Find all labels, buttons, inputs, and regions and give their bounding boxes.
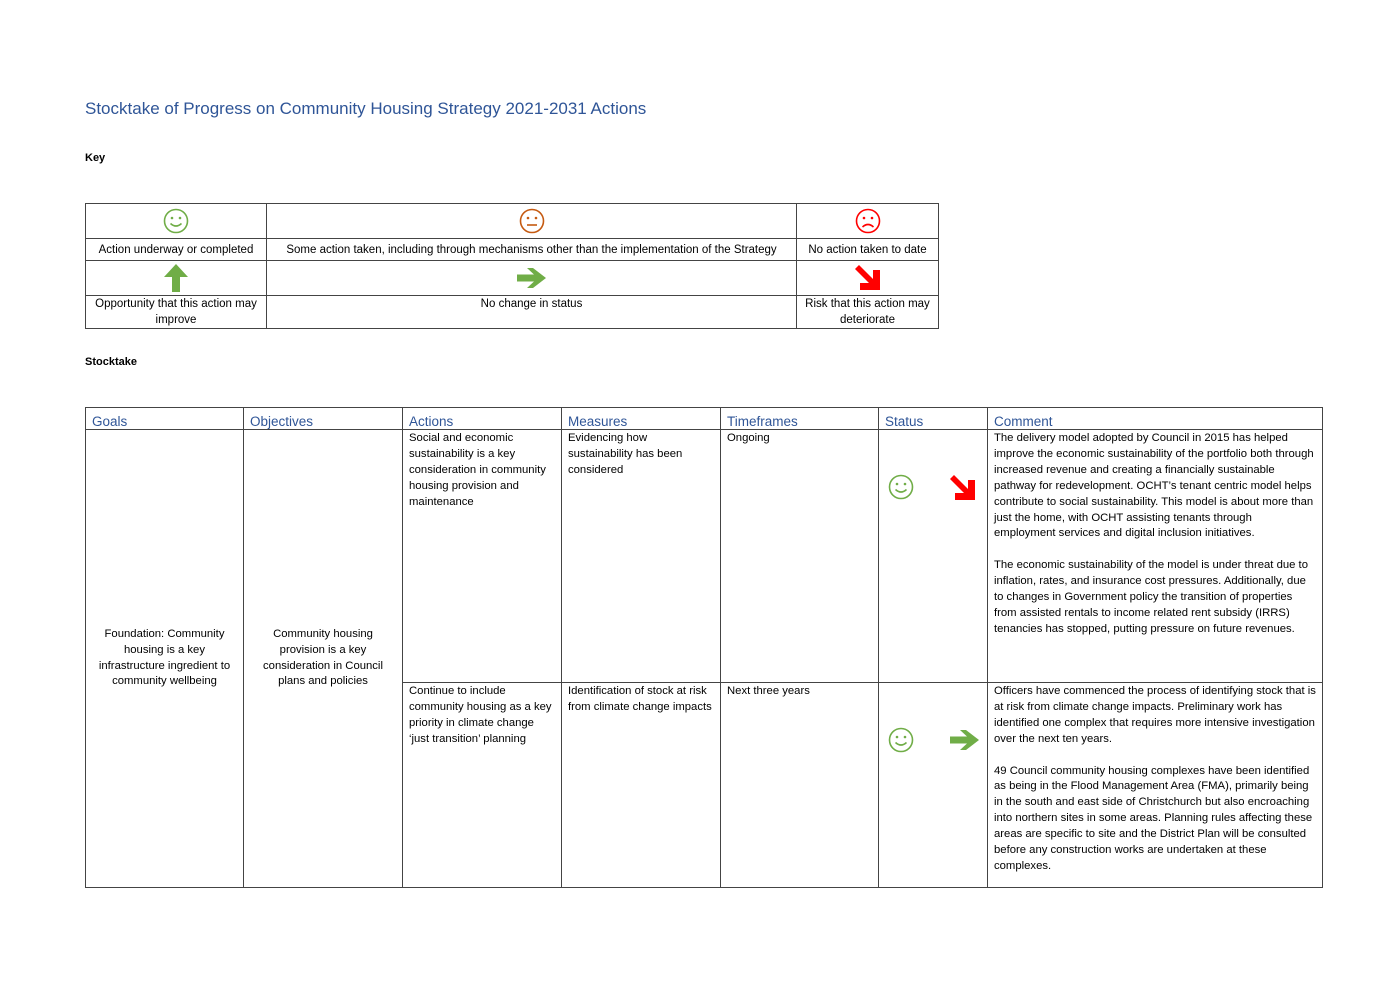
objective-cell: Community housing provision is a key consideration in Council plans and policies: [244, 430, 403, 888]
key-cell-some-action: [267, 204, 797, 239]
key-cell-improve: [86, 261, 267, 296]
status-cell: [879, 683, 988, 888]
smiley-happy-icon: [888, 474, 914, 500]
goal-cell: Foundation: Community housing is a key infrastructure ingredient to community wellbeing: [86, 430, 244, 888]
smiley-happy-icon: [163, 208, 189, 234]
key-label-underway: Action underway or completed: [86, 239, 267, 261]
header-comment: Comment: [988, 408, 1323, 430]
arrow-down-right-icon: [949, 474, 977, 502]
header-objectives: Objectives: [244, 408, 403, 430]
smiley-sad-icon: [855, 208, 881, 234]
comment-paragraph: Officers have commenced the process of identifying stock that is at risk from climate change impacts. Preliminary work has identified one complex that requires more intensive investigation over the next ten years.: [994, 685, 1316, 745]
table-header-row: [86, 408, 1323, 430]
arrow-right-icon: [949, 728, 981, 752]
comment-paragraph: 49 Council community housing complexes have been identified as being in the Flood Management Area (FMA), primarily being in the south and east side of Christchurch but also encroaching into northern sites in some areas. Planning rules affecting these areas are specific to site and the District Plan will be consulted before any construction works are undertaken at these complexes.: [994, 764, 1313, 872]
comment-cell: [988, 683, 1323, 888]
smiley-happy-icon: [888, 727, 914, 753]
measure-cell: Identification of stock at risk from climate change impacts: [562, 683, 721, 888]
key-table: [85, 203, 939, 329]
key-label-improve: Opportunity that this action may improve: [86, 296, 267, 329]
header-status: Status: [879, 408, 988, 430]
status-cell: [879, 430, 988, 683]
smiley-neutral-icon: [519, 208, 545, 234]
stocktake-table: [85, 407, 1323, 888]
key-label-some-action: Some action taken, including through mechanisms other than the implementation of the Strategy: [267, 239, 797, 261]
arrow-up-icon: [163, 263, 189, 293]
action-cell: Social and economic sustainability is a key consideration in community housing provision and maintenance: [403, 430, 562, 683]
stocktake-heading: Stocktake: [85, 356, 137, 368]
key-cell-no-change: [267, 261, 797, 296]
key-cell-no-action: [797, 204, 939, 239]
key-cell-deteriorate: [797, 261, 939, 296]
comment-cell: [988, 430, 1323, 683]
key-label-no-action: No action taken to date: [797, 239, 939, 261]
header-timeframes: Timeframes: [721, 408, 879, 430]
header-goals: Goals: [86, 408, 244, 430]
key-label-no-change: No change in status: [267, 296, 797, 329]
key-cell-underway: [86, 204, 267, 239]
comment-paragraph: The economic sustainability of the model is under threat due to inflation, rates, and insurance cost pressures. Additionally, due to changes in Government policy the transition of properties from assisted rentals to income related rent subsidy (IRRS) tenancies has stopped, putting pressure on future revenues.: [994, 559, 1308, 635]
table-row: [86, 430, 1323, 683]
arrow-right-icon: [516, 266, 548, 290]
header-measures: Measures: [562, 408, 721, 430]
header-actions: Actions: [403, 408, 562, 430]
timeframe-cell: Next three years: [721, 683, 879, 888]
arrow-down-right-icon: [854, 264, 882, 292]
timeframe-cell: Ongoing: [721, 430, 879, 683]
comment-paragraph: The delivery model adopted by Council in 2015 has helped improve the economic sustainability of the portfolio both through increased revenue and creating a financially sustainable pathway for redevelopment. OCHT’s tenant centric model helps contribute to social sustainability. This model is about more than just the home, with OCHT assisting tenants through employment services and digital inclusion initiatives.: [994, 432, 1314, 540]
action-cell: Continue to include community housing as a key priority in climate change ‘just transition’ planning: [403, 683, 562, 888]
key-label-deteriorate: Risk that this action may deteriorate: [797, 296, 939, 329]
measure-cell: Evidencing how sustainability has been considered: [562, 430, 721, 683]
page-title: Stocktake of Progress on Community Housing Strategy 2021-2031 Actions: [85, 99, 647, 118]
key-heading: Key: [85, 152, 106, 164]
